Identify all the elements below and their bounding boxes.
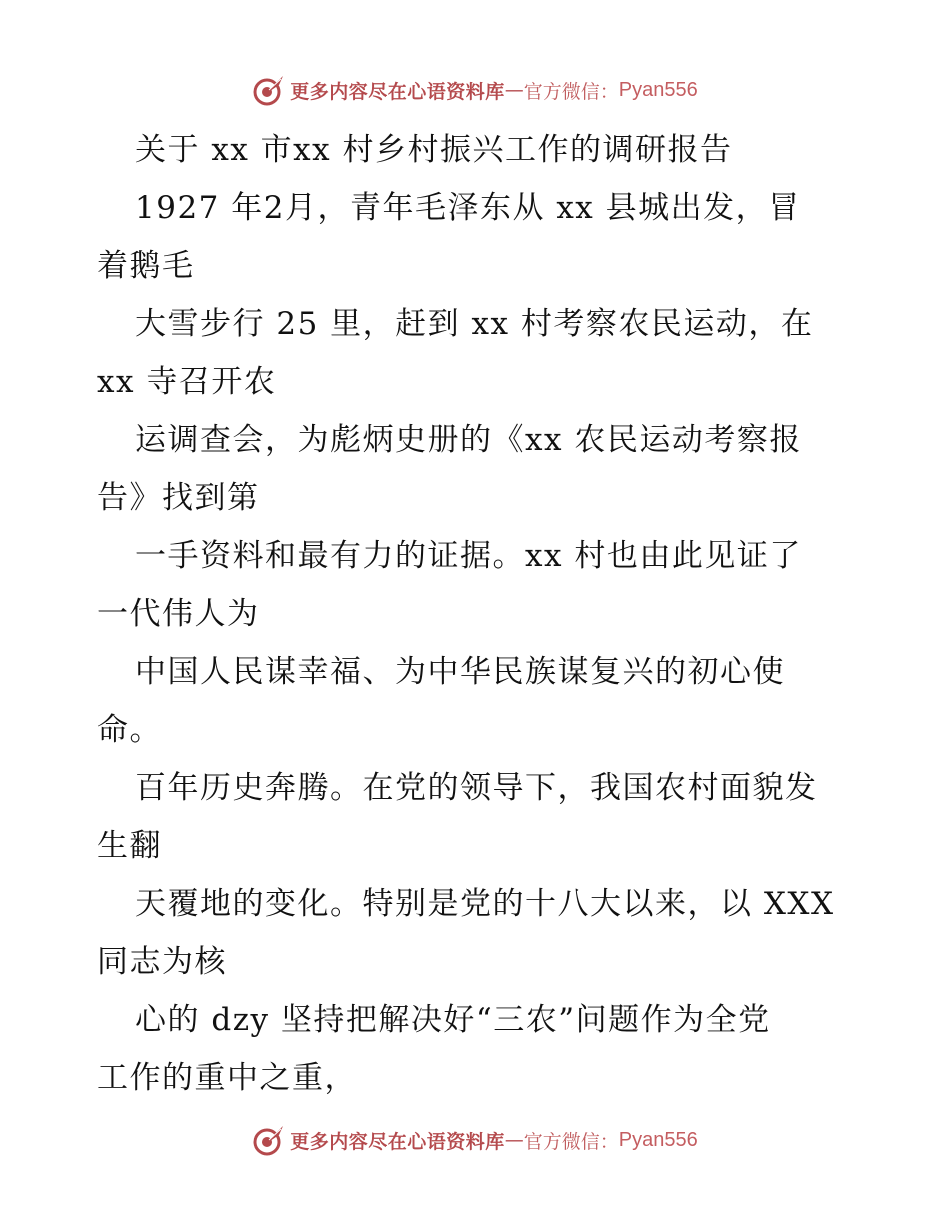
paragraph-line: 一手资料和最有力的证据。xx 村也由此见证了 bbox=[135, 538, 802, 574]
paragraph-line: 心的 dzy 坚持把解决好“三农”问题作为全党 bbox=[135, 1002, 771, 1038]
paragraph-line: 命。 bbox=[97, 712, 162, 748]
paragraph-line: 大雪步行 25 里，赶到 xx 村考察农民运动，在 bbox=[135, 306, 814, 342]
paragraph-line: 工作的重中之重， bbox=[97, 1060, 357, 1096]
document-title: 关于 xx 市xx 村乡村振兴工作的调研报告 bbox=[135, 132, 733, 168]
paragraph-line: 着鹅毛 bbox=[97, 248, 195, 284]
paragraph-line: 1927 年2月，青年毛泽东从 xx 县城出发，冒 bbox=[135, 190, 801, 226]
paragraph-line: 告》找到第 bbox=[97, 480, 260, 516]
feather-seal-logo-icon bbox=[252, 1123, 286, 1157]
paragraph-line: 同志为核 bbox=[97, 944, 227, 980]
header-watermark-banner bbox=[0, 70, 950, 110]
paragraph-line: 百年历史奔腾。在党的领导下，我国农村面貌发 bbox=[135, 770, 818, 806]
banner-dash: — bbox=[504, 79, 524, 101]
banner-wechat-label: 官方微信： bbox=[523, 1130, 619, 1153]
banner-wechat-id: Pyan556 bbox=[618, 78, 698, 101]
feather-seal-logo-icon bbox=[252, 73, 286, 107]
paragraph-line: 天覆地的变化。特别是党的十八大以来，以 XXX bbox=[135, 886, 835, 922]
banner-slogan: 更多内容尽在心语资料库 bbox=[290, 1130, 505, 1153]
banner-wechat-label: 官方微信： bbox=[523, 80, 619, 103]
banner-wechat-id: Pyan556 bbox=[618, 1128, 698, 1151]
paragraph-line: 运调查会，为彪炳史册的《xx 农民运动考察报 bbox=[135, 422, 802, 458]
paragraph-line: 一代伟人为 bbox=[97, 596, 260, 632]
footer-watermark-banner bbox=[0, 1120, 950, 1160]
document-body bbox=[97, 121, 867, 1107]
banner-dash: — bbox=[504, 1129, 524, 1151]
paragraph-line: 生翻 bbox=[97, 828, 162, 864]
paragraph-line: xx 寺召开农 bbox=[97, 364, 277, 400]
paragraph-line: 中国人民谋幸福、为中华民族谋复兴的初心使 bbox=[135, 654, 785, 690]
banner-slogan: 更多内容尽在心语资料库 bbox=[290, 80, 505, 103]
